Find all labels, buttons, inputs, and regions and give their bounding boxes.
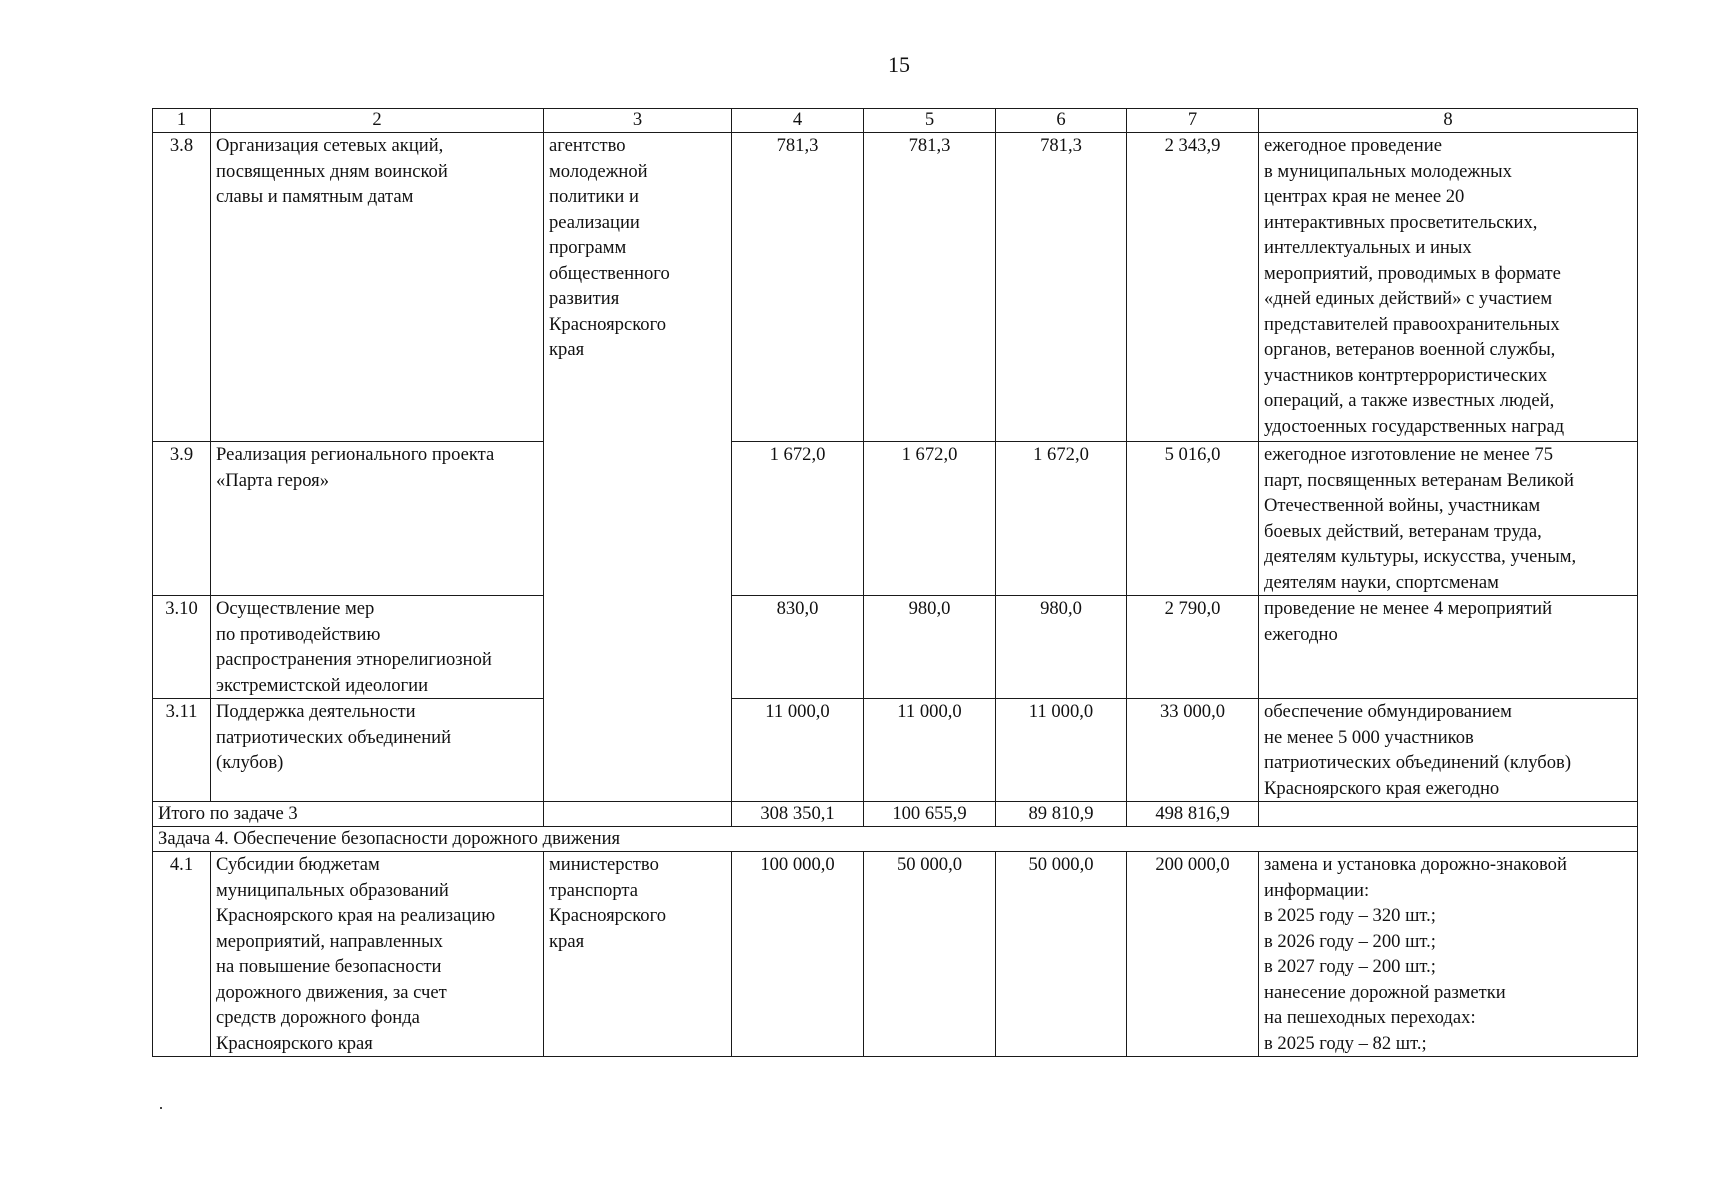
total-row-task-3 <box>153 802 1638 827</box>
task-4-heading: Задача 4. Обеспечение безопасности дорожного движения <box>153 827 1638 852</box>
task-4-heading-row <box>153 827 1638 852</box>
value-col-4: 11 000,0 <box>732 699 864 802</box>
header-row <box>153 109 1638 133</box>
total-col-4: 308 350,1 <box>732 802 864 827</box>
value-col-7: 200 000,0 <box>1127 852 1259 1057</box>
header-cell-8: 8 <box>1259 109 1638 133</box>
value-col-5: 1 672,0 <box>864 442 996 596</box>
table-row-3-8 <box>153 133 1638 442</box>
value-col-7: 33 000,0 <box>1127 699 1259 802</box>
row-number: 4.1 <box>153 852 211 1057</box>
total-result-empty <box>1259 802 1638 827</box>
value-col-7: 2 790,0 <box>1127 596 1259 699</box>
table-row-4-1 <box>153 852 1638 1057</box>
activity-name: Реализация регионального проекта «Парта героя» <box>211 442 544 596</box>
responsible-agency: агентство молодежной политики и реализации программ общественного развития Красноярского края <box>544 133 732 802</box>
value-col-6: 781,3 <box>996 133 1127 442</box>
expected-result: ежегодное изготовление не менее 75 парт, посвященных ветеранам Великой Отечественной войны, участникам боевых действий, ветеранам труда, деятелям культуры, искусства, ученым, деятелям науки, спортсменам <box>1259 442 1638 596</box>
value-col-6: 1 672,0 <box>996 442 1127 596</box>
total-col-6: 89 810,9 <box>996 802 1127 827</box>
value-col-7: 2 343,9 <box>1127 133 1259 442</box>
header-cell-5: 5 <box>864 109 996 133</box>
header-cell-6: 6 <box>996 109 1127 133</box>
value-col-4: 830,0 <box>732 596 864 699</box>
row-number: 3.9 <box>153 442 211 596</box>
header-cell-2: 2 <box>211 109 544 133</box>
program-table <box>152 108 1638 1057</box>
header-cell-7: 7 <box>1127 109 1259 133</box>
activity-name: Субсидии бюджетам муниципальных образований Красноярского края на реализацию мероприятий, направленных на повышение безопасности дорожного движения, за счет средств дорожного фонда Красноярского края <box>211 852 544 1057</box>
table-row-3-11 <box>153 699 1638 802</box>
activity-name: Организация сетевых акций, посвященных дням воинской славы и памятным датам <box>211 133 544 442</box>
header-cell-3: 3 <box>544 109 732 133</box>
activity-name: Осуществление мер по противодействию распространения этнорелигиозной экстремистской идеологии <box>211 596 544 699</box>
value-col-4: 1 672,0 <box>732 442 864 596</box>
page-number: 15 <box>888 52 910 77</box>
expected-result: обеспечение обмундированием не менее 5 000 участников патриотических объединений (клубов) Красноярского края ежегодно <box>1259 699 1638 802</box>
value-col-6: 50 000,0 <box>996 852 1127 1057</box>
expected-result: проведение не менее 4 мероприятий ежегодно <box>1259 596 1638 699</box>
value-col-4: 100 000,0 <box>732 852 864 1057</box>
expected-result: ежегодное проведение в муниципальных молодежных центрах края не менее 20 интерактивных просветительских, интеллектуальных и иных мероприятий, проводимых в формате «дней единых действий» с участием представителей правоохранительных органов, ветеранов военной службы, участников контртеррористических операций, а также известных людей, удостоенных государственных наград <box>1259 133 1638 442</box>
table-row-3-9 <box>153 442 1638 596</box>
total-col-7: 498 816,9 <box>1127 802 1259 827</box>
value-col-5: 50 000,0 <box>864 852 996 1057</box>
total-col-5: 100 655,9 <box>864 802 996 827</box>
value-col-7: 5 016,0 <box>1127 442 1259 596</box>
value-col-5: 781,3 <box>864 133 996 442</box>
row-number: 3.10 <box>153 596 211 699</box>
value-col-6: 11 000,0 <box>996 699 1127 802</box>
total-agency-empty <box>544 802 732 827</box>
value-col-4: 781,3 <box>732 133 864 442</box>
value-col-5: 980,0 <box>864 596 996 699</box>
value-col-5: 11 000,0 <box>864 699 996 802</box>
table-row-3-10 <box>153 596 1638 699</box>
responsible-agency: министерство транспорта Красноярского края <box>544 852 732 1057</box>
row-number: 3.8 <box>153 133 211 442</box>
expected-result: замена и установка дорожно-знаковой информации: в 2025 году – 320 шт.; в 2026 году – 200 шт.; в 2027 году – 200 шт.; нанесение дорожной разметки на пешеходных переходах: в 2025 году – 82 шт.; <box>1259 852 1638 1057</box>
row-number: 3.11 <box>153 699 211 802</box>
header-cell-1: 1 <box>153 109 211 133</box>
scan-speck <box>160 1107 162 1109</box>
header-cell-4: 4 <box>732 109 864 133</box>
value-col-6: 980,0 <box>996 596 1127 699</box>
total-label: Итого по задаче 3 <box>153 802 544 827</box>
activity-name: Поддержка деятельности патриотических объединений (клубов) <box>211 699 544 802</box>
